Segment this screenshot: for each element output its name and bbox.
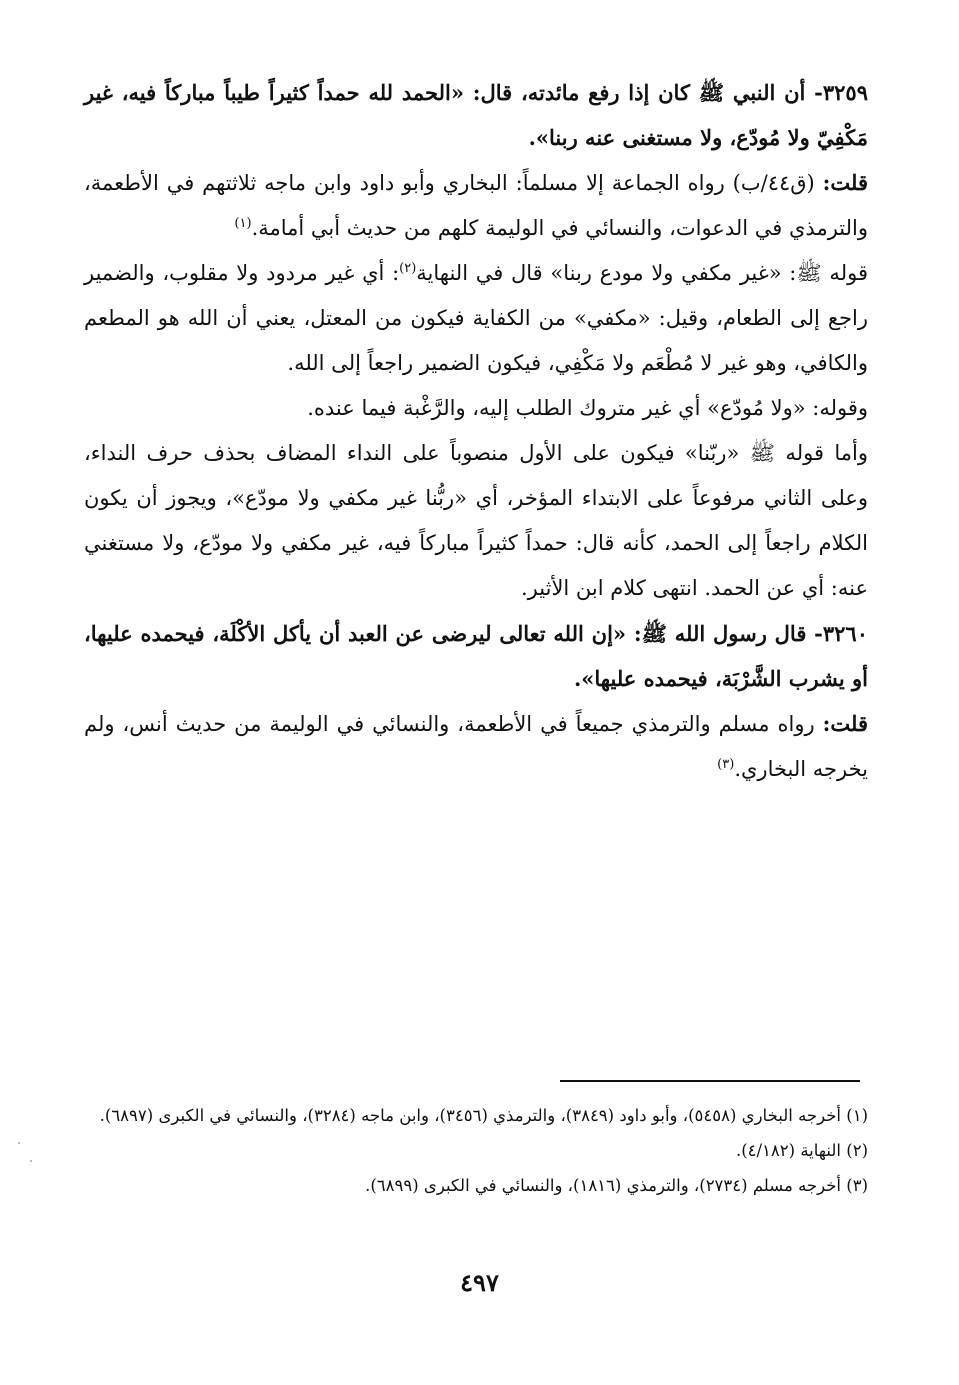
commentary-text: رواه مسلم والترمذي جميعاً في الأطعمة، والنسائي في الوليمة من حديث أنس، ولم يخرجه البخاري. [84, 712, 868, 781]
footnote-ref-1: (١) [234, 216, 252, 231]
explanation-text: قوله ﷺ: «غير مكفي ولا مودع ربنا» قال في النهاية [416, 261, 868, 285]
footnote-divider [560, 1080, 860, 1082]
commentary-lead: قلت: [822, 170, 868, 195]
hadith-3260 [84, 611, 868, 701]
main-text [84, 70, 868, 792]
hadith-3259 [84, 70, 868, 160]
commentary-3259 [84, 160, 868, 251]
explanation-text: وأما قوله ﷺ «ربّنا» فيكون على الأول منصوباً على النداء المضاف بحذف حرف النداء، وعلى الثاني مرفوعاً على الابتداء المؤخر، أي «ربُّنا غير مكفي ولا مودّع»، ويجوز أن يكون الكلام راجعاً إلى الحمد، كأنه قال: حمداً كثيراً مباركاً فيه، غير مكفي ولا مودّع، ولا مستغني عنه: أي عن الحمد. انتهى كلام ابن الأثير. [84, 441, 868, 600]
hadith-3259-text: ٣٢٥٩- أن النبي ﷺ كان إذا رفع مائدته، قال: «الحمد لله حمداً كثيراً طيباً مباركاً فيه، غير مَكْفِيّ ولا مُودّع، ولا مستغنى عنه ربنا». [84, 80, 868, 150]
footnote-2: (٢) النهاية (٤/١٨٢). [735, 1141, 868, 1160]
explanation-paragraph-1 [84, 251, 868, 386]
scan-speck [18, 1142, 20, 1144]
explanation-text: وقوله: «ولا مُودّع» أي غير متروك الطلب إليه، والرَّغْبة فيما عنده. [307, 396, 868, 420]
footnote-1: (١) أخرجه البخاري (٥٤٥٨)، وأبو داود (٣٨٤٩)، والترمذي (٣٤٥٦)، وابن ماجه (٣٢٨٤)، والنسائي في الكبرى (٦٨٩٧). [99, 1106, 868, 1125]
explanation-text-continued: : أي غير مردود ولا مقلوب، والضمير راجع إلى الطعام، وقيل: «مكفي» من الكفاية فيكون من المعتل، يعني أن الله هو المطعم والكافي، وهو غير لا مُطْعَم ولا مَكْفِي، فيكون الضمير راجعاً إلى الله. [84, 261, 868, 375]
footnote-3: (٣) أخرجه مسلم (٢٧٣٤)، والترمذي (١٨١٦)، والنسائي في الكبرى (٦٨٩٩). [365, 1176, 868, 1195]
scan-speck [30, 1160, 32, 1162]
commentary-text: (ق٤٤/ب) رواه الجماعة إلا مسلماً: البخاري وأبو داود وابن ماجه ثلاثتهم في الأطعمة، والترمذي في الدعوات، والنسائي في الوليمة كلهم من حديث أبي أمامة. [84, 171, 868, 240]
page-number: ٤٩٧ [460, 1268, 499, 1297]
footnotes [84, 1098, 868, 1203]
footnote-ref-3: (٣) [717, 757, 735, 772]
commentary-3260 [84, 701, 868, 792]
explanation-paragraph-3 [84, 431, 868, 611]
footnote-ref-2: (٢) [399, 261, 417, 276]
commentary-lead: قلت: [822, 711, 868, 736]
hadith-3260-text: ٣٢٦٠- قال رسول الله ﷺ: «إن الله تعالى ليرضى عن العبد أن يأكل الأكْلَة، فيحمده عليها، أو يشرب الشَّرْبَة، فيحمده عليها». [84, 621, 868, 691]
explanation-paragraph-2 [84, 386, 868, 431]
